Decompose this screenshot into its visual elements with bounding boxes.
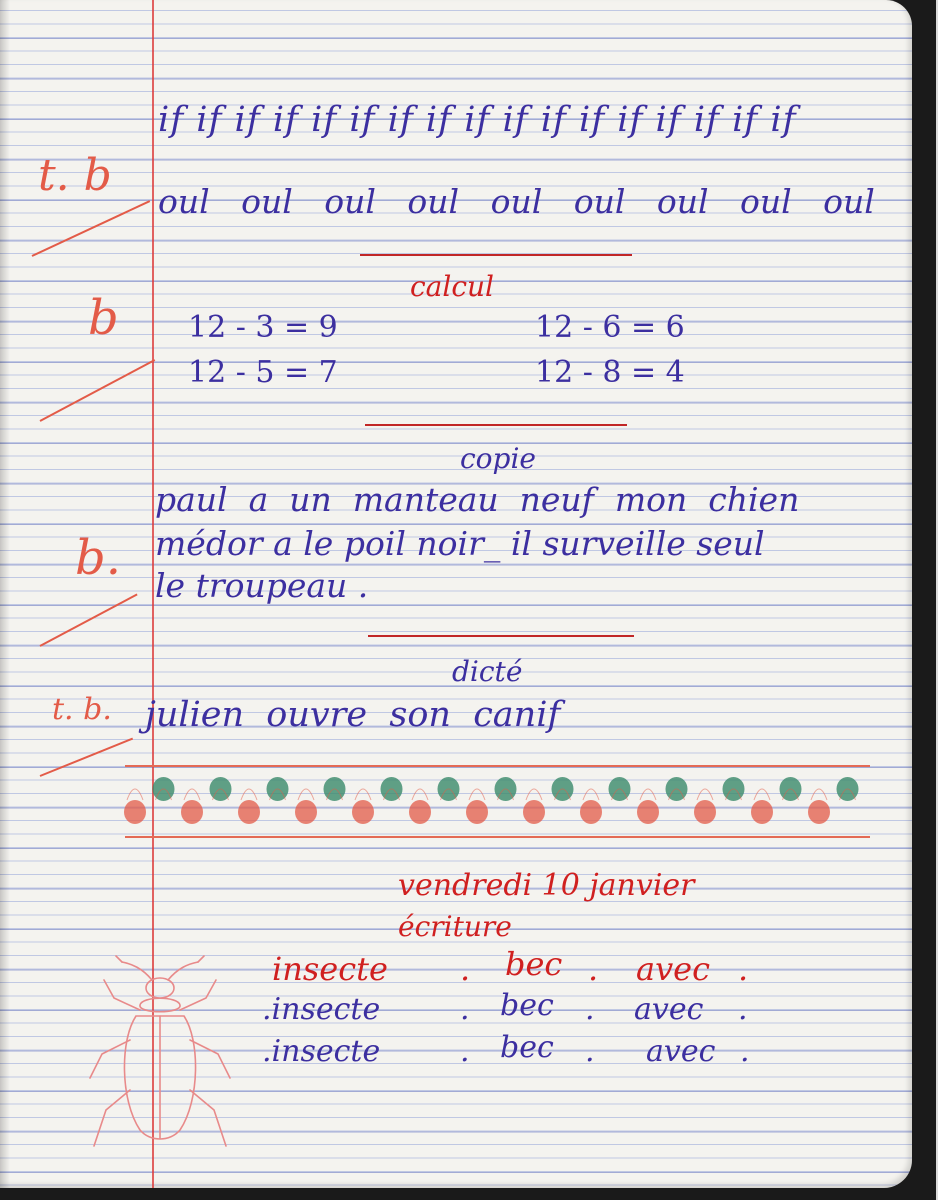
grade-dicte: t. b. (52, 692, 112, 727)
calcul-op: 12 - 8 = 4 (535, 355, 685, 390)
date-heading: vendredi 10 janvier (398, 868, 695, 903)
ecriture-dot: . (588, 950, 599, 988)
calcul-op: 12 - 3 = 9 (188, 310, 338, 345)
copie-line: paul a un manteau neuf mon chien (155, 480, 800, 519)
grade-calcul: b (88, 290, 119, 346)
ecriture-word: avec (634, 992, 704, 1027)
pencil-loop (640, 789, 656, 800)
dicte-title: dicté (452, 655, 523, 688)
dicte-text: julien ouvre son canif (145, 695, 561, 735)
pencil-loop (298, 789, 314, 800)
grade-top: t. b (38, 150, 112, 201)
ecriture-word: bec (500, 1030, 554, 1065)
ecriture-dot: . (740, 1034, 750, 1069)
ecriture-dot: . (585, 992, 595, 1027)
pencil-loop (412, 789, 428, 800)
red-dot (181, 800, 203, 824)
pencil-loop (241, 789, 257, 800)
oul-row: oul oul oul oul oul oul oul oul oul (158, 182, 875, 221)
if-row: if if if if if if if if if if if if if if if if if (158, 100, 797, 140)
copie-line: médor a le poil noir_ il surveille seul (155, 524, 765, 563)
red-dot (751, 800, 773, 824)
ecriture-dot: . (460, 950, 471, 988)
ecriture-word: bec (505, 945, 563, 983)
pencil-loop (754, 789, 770, 800)
pencil-loop (583, 789, 599, 800)
red-dot (409, 800, 431, 824)
ecriture-word: avec (646, 1034, 716, 1069)
red-dot (124, 800, 146, 824)
ecriture-dot: . (738, 950, 749, 988)
red-dot (466, 800, 488, 824)
ecriture-dot: . (460, 1034, 470, 1069)
pencil-loop (469, 789, 485, 800)
ecriture-title: écriture (398, 910, 512, 943)
ecriture-dot: . (585, 1034, 595, 1069)
calcul-op: 12 - 6 = 6 (535, 310, 685, 345)
red-dot (295, 800, 317, 824)
ecriture-word: .insecte (262, 992, 381, 1027)
calcul-title: calcul (410, 270, 494, 303)
ecriture-word: bec (500, 988, 554, 1023)
ecriture-word: insecte (272, 950, 388, 988)
pencil-loop (697, 789, 713, 800)
beetle-drawing (80, 950, 240, 1160)
red-dot (694, 800, 716, 824)
red-dot (238, 800, 260, 824)
red-dot (808, 800, 830, 824)
pencil-loop (526, 789, 542, 800)
red-dot (637, 800, 659, 824)
grade-copie: b. (75, 530, 121, 586)
pencil-loop (355, 789, 371, 800)
ecriture-dot: . (738, 992, 748, 1027)
pencil-loop (811, 789, 827, 800)
pencil-loop (184, 789, 200, 800)
ecriture-word: .insecte (262, 1034, 381, 1069)
red-dot (523, 800, 545, 824)
red-dot (352, 800, 374, 824)
copie-title: copie (460, 442, 536, 475)
ecriture-word: avec (636, 950, 711, 988)
ecriture-dot: . (460, 992, 470, 1027)
pencil-loop (127, 789, 143, 800)
calcul-op: 12 - 5 = 7 (188, 355, 338, 390)
red-dot (580, 800, 602, 824)
copie-line: le troupeau . (155, 566, 369, 605)
